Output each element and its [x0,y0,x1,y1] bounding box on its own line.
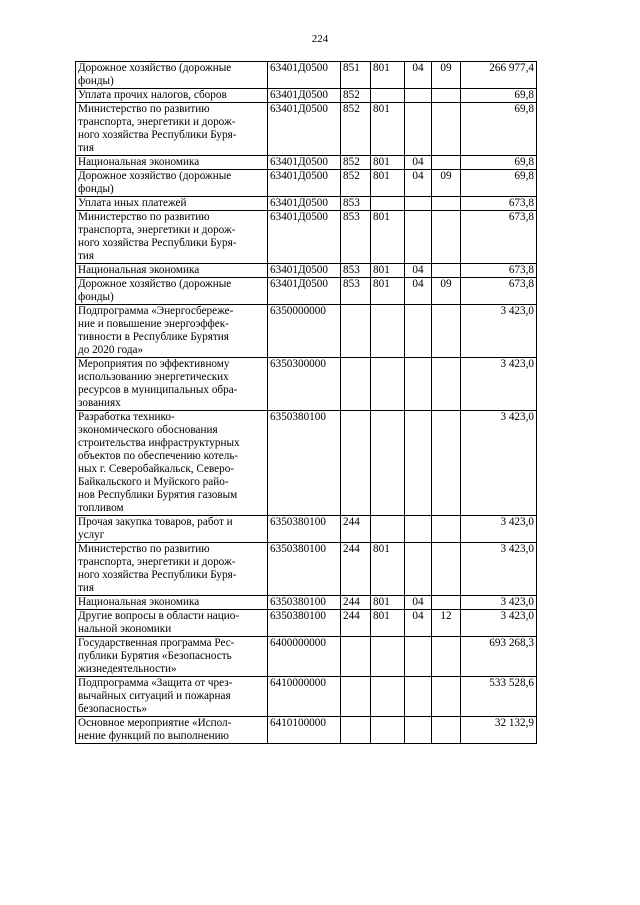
section-cell: 04 [405,264,432,278]
amount-cell: 533 528,6 [461,677,537,717]
administrator-code-cell: 801 [371,62,405,89]
section-cell: 04 [405,596,432,610]
table-row [76,197,537,211]
item-name-line: Национальная экономика [78,596,200,608]
expense-type-cell: 852 [341,170,371,197]
subsection-cell: 12 [432,610,461,637]
administrator-code-cell [371,358,405,411]
subsection-cell: 09 [432,278,461,305]
administrator-code-cell: 801 [371,156,405,170]
item-name-line: Министерство по развитию [78,543,210,555]
amount-cell: 3 423,0 [461,358,537,411]
table-row [76,543,537,596]
target-article-code-cell: 63401Д0500 [268,103,341,156]
item-name-cell [76,103,268,156]
expense-type-cell [341,358,371,411]
expense-type-cell: 852 [341,89,371,103]
item-name-line: безопасность» [78,703,147,715]
target-article-code-cell: 6410100000 [268,717,341,744]
amount-cell: 69,8 [461,103,537,156]
table-row [76,156,537,170]
subsection-cell [432,717,461,744]
item-name-line: Дорожное хозяйство (дорожные [78,278,232,290]
target-article-code-cell: 63401Д0500 [268,170,341,197]
administrator-code-cell [371,89,405,103]
section-cell [405,211,432,264]
item-name-line: вычайных ситуаций и пожарная [78,690,231,702]
item-name-line: ных г. Северобайкальск, Северо- [78,463,235,475]
item-name-line: транспорта, энергетики и дорож- [78,556,236,568]
target-article-code-cell: 63401Д0500 [268,89,341,103]
amount-cell: 69,8 [461,89,537,103]
item-name-line: Государственная программа Рес- [78,637,235,649]
subsection-cell [432,197,461,211]
section-cell [405,103,432,156]
amount-cell: 673,8 [461,264,537,278]
amount-cell: 69,8 [461,156,537,170]
item-name-line: Дорожное хозяйство (дорожные [78,62,232,74]
item-name-line: экономического обоснования [78,424,218,436]
item-name-cell [76,170,268,197]
subsection-cell: 09 [432,62,461,89]
subsection-cell [432,156,461,170]
section-cell [405,197,432,211]
item-name-cell [76,264,268,278]
item-name-line: Национальная экономика [78,264,200,276]
expense-type-cell [341,677,371,717]
table-row [76,211,537,264]
administrator-code-cell [371,717,405,744]
table-row [76,103,537,156]
item-name-line: Подпрограмма «Энергосбереже- [78,305,234,317]
item-name-line: Байкальского и Муйского райо- [78,476,229,488]
section-cell [405,89,432,103]
expense-type-cell [341,637,371,677]
subsection-cell [432,637,461,677]
item-name-line: Уплата прочих налогов, сборов [78,89,227,101]
item-name-line: зованиях [78,397,121,409]
administrator-code-cell: 801 [371,103,405,156]
administrator-code-cell: 801 [371,264,405,278]
table-row [76,264,537,278]
table-row [76,516,537,543]
target-article-code-cell: 63401Д0500 [268,197,341,211]
target-article-code-cell: 6400000000 [268,637,341,677]
amount-cell: 673,8 [461,211,537,264]
subsection-cell [432,211,461,264]
section-cell [405,358,432,411]
item-name-cell [76,278,268,305]
target-article-code-cell: 63401Д0500 [268,156,341,170]
subsection-cell [432,411,461,516]
section-cell: 04 [405,170,432,197]
item-name-line: Национальная экономика [78,156,200,168]
expense-type-cell: 853 [341,264,371,278]
target-article-code-cell: 6350380100 [268,516,341,543]
item-name-cell [76,543,268,596]
subsection-cell [432,516,461,543]
item-name-cell [76,717,268,744]
item-name-line: Дорожное хозяйство (дорожные [78,170,232,182]
administrator-code-cell [371,411,405,516]
table-row [76,411,537,516]
target-article-code-cell: 63401Д0500 [268,278,341,305]
item-name-line: объектов по обеспечению котель- [78,450,239,462]
administrator-code-cell: 801 [371,211,405,264]
table-row [76,677,537,717]
item-name-cell [76,610,268,637]
item-name-line: жизнедеятельности» [78,663,177,675]
expense-type-cell: 244 [341,543,371,596]
item-name-line: публики Бурятия «Безопасность [78,650,232,662]
subsection-cell [432,103,461,156]
item-name-line: транспорта, энергетики и дорож- [78,224,236,236]
item-name-cell [76,197,268,211]
item-name-line: ресурсов в муниципальных обра- [78,384,238,396]
expense-type-cell: 853 [341,278,371,305]
table-row [76,305,537,358]
amount-cell: 673,8 [461,197,537,211]
subsection-cell [432,264,461,278]
item-name-line: нов Республики Бурятия газовым [78,489,238,501]
item-name-cell [76,62,268,89]
administrator-code-cell: 801 [371,610,405,637]
target-article-code-cell: 6350380100 [268,610,341,637]
table-row [76,717,537,744]
administrator-code-cell: 801 [371,596,405,610]
section-cell [405,717,432,744]
administrator-code-cell: 801 [371,170,405,197]
item-name-line: Прочая закупка товаров, работ и [78,516,233,528]
item-name-line: тивности в Республике Бурятия [78,331,229,343]
section-cell [405,543,432,596]
amount-cell: 266 977,4 [461,62,537,89]
item-name-cell [76,305,268,358]
item-name-cell [76,677,268,717]
item-name-line: фонды) [78,291,114,303]
expense-type-cell: 853 [341,197,371,211]
item-name-line: использованию энергетических [78,371,229,383]
item-name-line: нение функций по выполнению [78,730,229,742]
item-name-line: ного хозяйства Республики Буря- [78,569,237,581]
amount-cell: 3 423,0 [461,516,537,543]
item-name-cell [76,516,268,543]
item-name-line: Министерство по развитию [78,103,210,115]
table-row [76,637,537,677]
administrator-code-cell [371,637,405,677]
item-name-cell [76,358,268,411]
item-name-cell [76,637,268,677]
subsection-cell: 09 [432,170,461,197]
target-article-code-cell: 6350380100 [268,596,341,610]
amount-cell: 3 423,0 [461,305,537,358]
item-name-line: тия [78,582,95,594]
item-name-line: нальной экономики [78,623,172,635]
item-name-line: Разработка технико- [78,411,175,423]
administrator-code-cell [371,677,405,717]
target-article-code-cell: 6350000000 [268,305,341,358]
expense-type-cell: 244 [341,610,371,637]
table-row [76,278,537,305]
subsection-cell [432,305,461,358]
target-article-code-cell: 63401Д0500 [268,211,341,264]
subsection-cell [432,596,461,610]
table-row [76,170,537,197]
expense-type-cell: 852 [341,156,371,170]
section-cell: 04 [405,610,432,637]
amount-cell: 32 132,9 [461,717,537,744]
budget-table [75,61,537,744]
amount-cell: 693 268,3 [461,637,537,677]
amount-cell: 673,8 [461,278,537,305]
target-article-code-cell: 63401Д0500 [268,62,341,89]
section-cell: 04 [405,156,432,170]
item-name-cell [76,156,268,170]
target-article-code-cell: 6410000000 [268,677,341,717]
item-name-cell [76,89,268,103]
item-name-cell [76,211,268,264]
subsection-cell [432,543,461,596]
amount-cell: 3 423,0 [461,596,537,610]
section-cell [405,677,432,717]
administrator-code-cell: 801 [371,278,405,305]
item-name-line: фонды) [78,75,114,87]
table-row [76,89,537,103]
amount-cell: 69,8 [461,170,537,197]
expense-type-cell: 852 [341,103,371,156]
section-cell [405,637,432,677]
expense-type-cell: 851 [341,62,371,89]
item-name-line: транспорта, энергетики и дорож- [78,116,236,128]
amount-cell: 3 423,0 [461,610,537,637]
item-name-line: ние и повышение энергоэффек- [78,318,229,330]
item-name-line: услуг [78,529,105,541]
item-name-line: до 2020 года» [78,344,144,356]
expense-type-cell [341,411,371,516]
expense-type-cell: 244 [341,596,371,610]
item-name-line: фонды) [78,183,114,195]
item-name-line: Мероприятия по эффективному [78,358,230,370]
item-name-line: Основное мероприятие «Испол- [78,717,232,729]
item-name-line: тия [78,250,95,262]
item-name-line: Другие вопросы в области нацио- [78,610,240,622]
subsection-cell [432,89,461,103]
table-row [76,596,537,610]
item-name-line: тия [78,142,95,154]
table-row [76,358,537,411]
section-cell: 04 [405,62,432,89]
section-cell [405,411,432,516]
item-name-line: Подпрограмма «Защита от чрез- [78,677,233,689]
administrator-code-cell: 801 [371,543,405,596]
table-row [76,62,537,89]
administrator-code-cell [371,197,405,211]
amount-cell: 3 423,0 [461,411,537,516]
expense-type-cell: 853 [341,211,371,264]
administrator-code-cell [371,305,405,358]
item-name-cell [76,411,268,516]
expense-type-cell: 244 [341,516,371,543]
administrator-code-cell [371,516,405,543]
target-article-code-cell: 63401Д0500 [268,264,341,278]
page-number: 224 [311,33,329,45]
budget-table-body [76,62,537,744]
table-row [76,610,537,637]
expense-type-cell [341,305,371,358]
target-article-code-cell: 6350380100 [268,411,341,516]
item-name-line: ного хозяйства Республики Буря- [78,237,237,249]
item-name-cell [76,596,268,610]
target-article-code-cell: 6350300000 [268,358,341,411]
subsection-cell [432,358,461,411]
target-article-code-cell: 6350380100 [268,543,341,596]
section-cell: 04 [405,278,432,305]
expense-type-cell [341,717,371,744]
subsection-cell [432,677,461,717]
item-name-line: строительства инфраструктурных [78,437,240,449]
item-name-line: топливом [78,502,124,514]
item-name-line: Уплата иных платежей [78,197,187,209]
section-cell [405,516,432,543]
amount-cell: 3 423,0 [461,543,537,596]
section-cell [405,305,432,358]
item-name-line: ного хозяйства Республики Буря- [78,129,237,141]
item-name-line: Министерство по развитию [78,211,210,223]
